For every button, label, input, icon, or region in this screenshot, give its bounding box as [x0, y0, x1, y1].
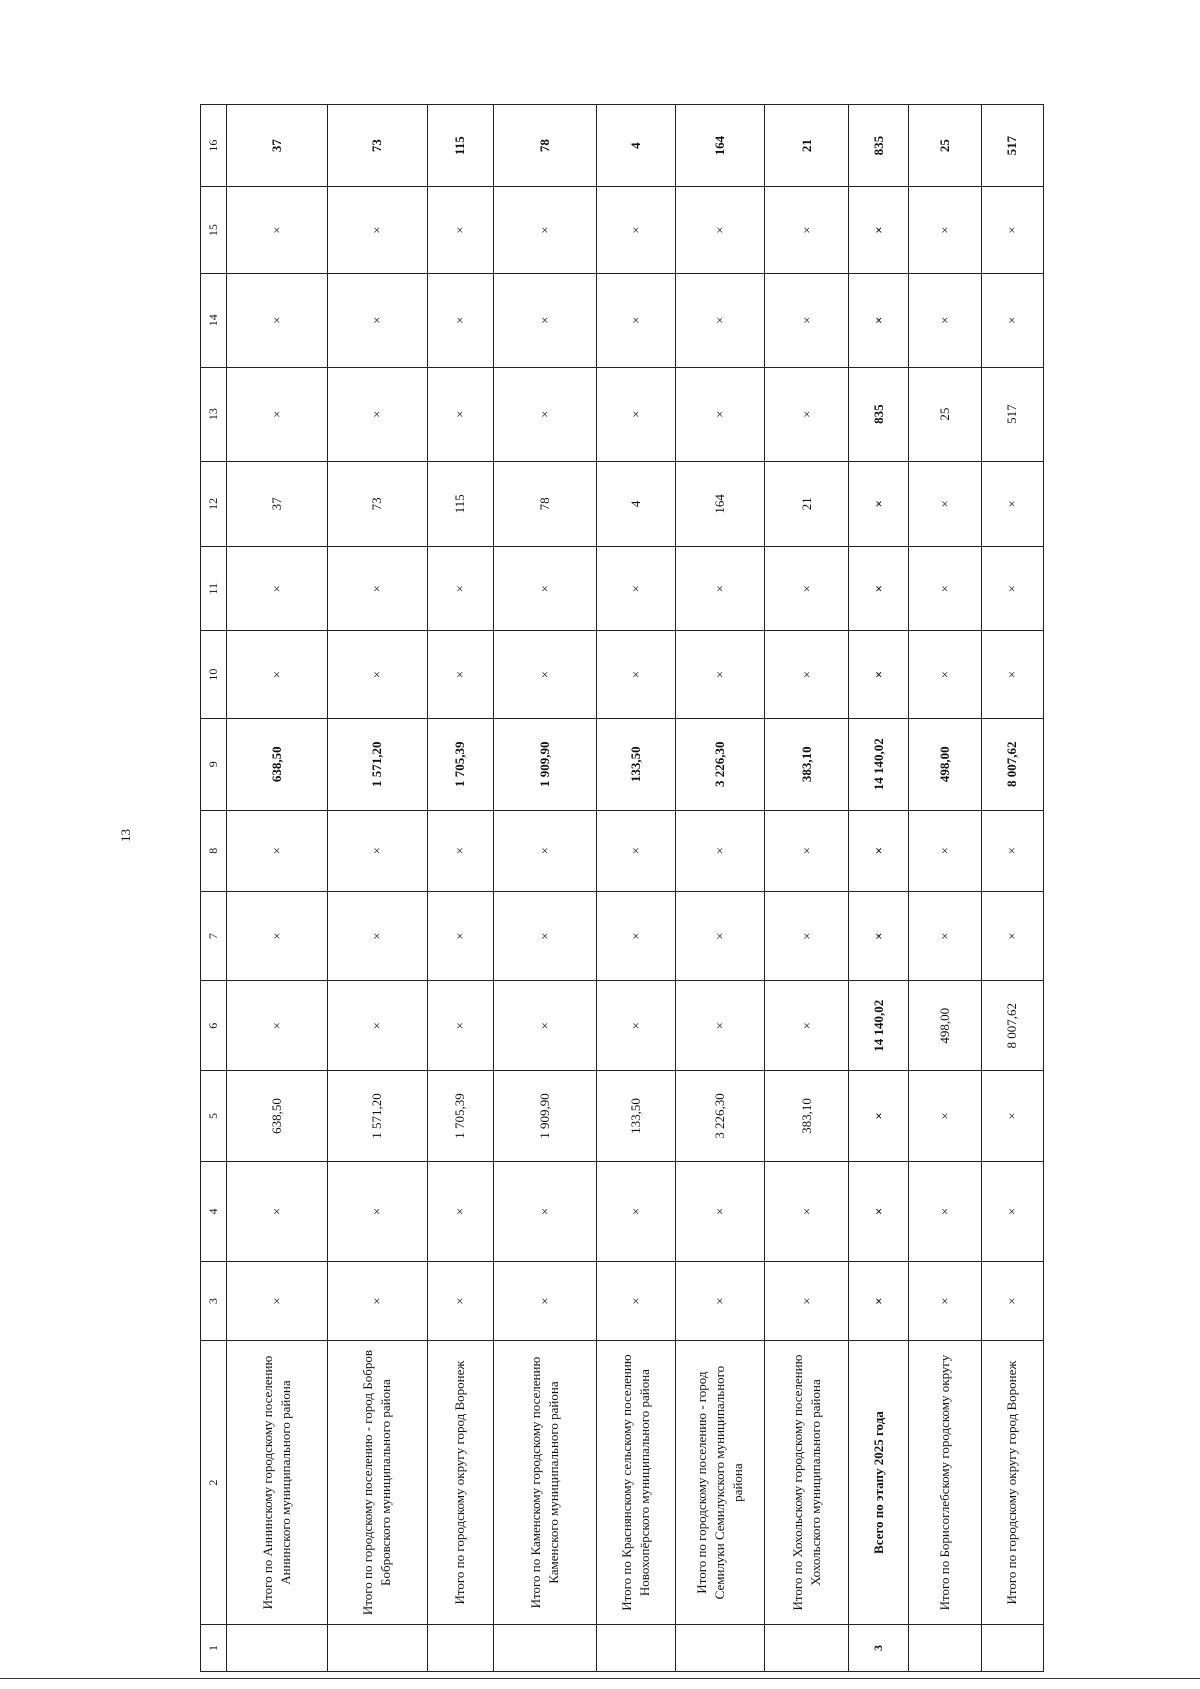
value-cell: × — [328, 367, 427, 461]
value-cell: × — [226, 1161, 327, 1261]
value-cell: × — [675, 1161, 764, 1261]
value-cell: 4 — [597, 461, 676, 546]
value-cell: × — [764, 981, 849, 1071]
row-number-cell — [909, 1625, 981, 1672]
value-cell: × — [427, 1161, 493, 1261]
value-cell: × — [675, 891, 764, 981]
row-number-cell — [226, 1625, 327, 1672]
value-cell: 1 909,90 — [493, 1071, 596, 1162]
value-cell: × — [849, 461, 909, 546]
value-cell: × — [226, 273, 327, 367]
column-number: 1 — [201, 1625, 227, 1672]
value-cell: × — [675, 631, 764, 719]
column-number: 6 — [201, 981, 227, 1071]
column-number: 8 — [201, 810, 227, 891]
value-cell: × — [675, 187, 764, 273]
value-cell: 25 — [909, 105, 981, 187]
row-label-cell: Итого по Борисоглебскому городскому округу — [909, 1341, 981, 1625]
column-number: 16 — [201, 105, 227, 187]
value-cell: × — [597, 810, 676, 891]
value-cell: × — [597, 273, 676, 367]
row-number-cell — [981, 1625, 1043, 1672]
table-row — [427, 105, 493, 1672]
column-number: 2 — [201, 1341, 227, 1625]
value-cell: 517 — [981, 367, 1043, 461]
value-cell: 164 — [675, 461, 764, 546]
value-cell: × — [849, 273, 909, 367]
value-cell: 1 571,20 — [328, 1071, 427, 1162]
value-cell: × — [597, 367, 676, 461]
value-cell: × — [493, 981, 596, 1071]
table-row — [981, 105, 1043, 1672]
value-cell: × — [909, 1262, 981, 1341]
value-cell: × — [328, 631, 427, 719]
value-cell: × — [427, 273, 493, 367]
value-cell: 517 — [981, 105, 1043, 187]
value-cell: × — [226, 891, 327, 981]
value-cell: 1 909,90 — [493, 718, 596, 810]
row-number-cell — [597, 1625, 676, 1672]
value-cell: × — [493, 367, 596, 461]
row-label-cell: Итого по городскому поселению - город Бобров Бобровского муниципального района — [328, 1341, 427, 1625]
value-cell: × — [328, 1262, 427, 1341]
column-number: 5 — [201, 1071, 227, 1162]
row-label-cell: Итого по городскому поселению - город Семилуки Семилукского муниципального района — [675, 1341, 764, 1625]
value-cell: × — [981, 1262, 1043, 1341]
value-cell: 8 007,62 — [981, 718, 1043, 810]
table-row — [493, 105, 596, 1672]
value-cell: 638,50 — [226, 1071, 327, 1162]
value-cell: 383,10 — [764, 718, 849, 810]
value-cell: × — [909, 1071, 981, 1162]
column-number: 3 — [201, 1262, 227, 1341]
value-cell: × — [849, 631, 909, 719]
value-cell: 73 — [328, 105, 427, 187]
value-cell: × — [909, 461, 981, 546]
value-cell: × — [226, 367, 327, 461]
value-cell: × — [427, 810, 493, 891]
value-cell: 3 226,30 — [675, 718, 764, 810]
value-cell: 21 — [764, 461, 849, 546]
value-cell: 835 — [849, 105, 909, 187]
value-cell: × — [597, 1262, 676, 1341]
value-cell: × — [909, 891, 981, 981]
value-cell: × — [493, 187, 596, 273]
value-cell: × — [764, 810, 849, 891]
value-cell: × — [764, 367, 849, 461]
value-cell: 835 — [849, 367, 909, 461]
value-cell: × — [493, 273, 596, 367]
value-cell: 115 — [427, 461, 493, 546]
value-cell: × — [764, 631, 849, 719]
value-cell: 498,00 — [909, 718, 981, 810]
value-cell: 133,50 — [597, 1071, 676, 1162]
value-cell: × — [597, 891, 676, 981]
value-cell: × — [493, 631, 596, 719]
value-cell: × — [328, 187, 427, 273]
value-cell: × — [226, 1262, 327, 1341]
value-cell: 4 — [597, 105, 676, 187]
column-number: 11 — [201, 547, 227, 631]
value-cell: × — [675, 547, 764, 631]
value-cell: × — [493, 547, 596, 631]
row-number-cell — [427, 1625, 493, 1672]
value-cell: × — [597, 631, 676, 719]
column-number: 7 — [201, 891, 227, 981]
column-number: 14 — [201, 273, 227, 367]
value-cell: 8 007,62 — [981, 981, 1043, 1071]
value-cell: × — [226, 810, 327, 891]
value-cell: × — [427, 981, 493, 1071]
table-body — [201, 105, 1044, 1672]
row-label-cell: Всего по этапу 2025 года — [849, 1341, 909, 1625]
value-cell: × — [675, 273, 764, 367]
value-cell: × — [427, 891, 493, 981]
value-cell: × — [981, 1161, 1043, 1261]
value-cell: 25 — [909, 367, 981, 461]
row-label-cell: Итого по Краснянскому сельскому поселению Новохопёрского муниципального района — [597, 1341, 676, 1625]
value-cell: × — [328, 547, 427, 631]
value-cell: 383,10 — [764, 1071, 849, 1162]
value-cell: × — [981, 1071, 1043, 1162]
value-cell: × — [981, 547, 1043, 631]
value-cell: 498,00 — [909, 981, 981, 1071]
value-cell: × — [849, 891, 909, 981]
value-cell: 21 — [764, 105, 849, 187]
value-cell: × — [849, 547, 909, 631]
row-label-cell: Итого по городскому округу город Воронеж — [981, 1341, 1043, 1625]
value-cell: 115 — [427, 105, 493, 187]
value-cell: × — [764, 187, 849, 273]
table-row — [909, 105, 981, 1672]
value-cell: × — [981, 631, 1043, 719]
value-cell: × — [909, 273, 981, 367]
table-row — [849, 105, 909, 1672]
table-row — [328, 105, 427, 1672]
value-cell: 133,50 — [597, 718, 676, 810]
value-cell: 78 — [493, 105, 596, 187]
value-cell: × — [981, 187, 1043, 273]
value-cell: × — [909, 631, 981, 719]
value-cell: 3 226,30 — [675, 1071, 764, 1162]
row-number-cell — [675, 1625, 764, 1672]
value-cell: × — [328, 1161, 427, 1261]
column-number: 15 — [201, 187, 227, 273]
value-cell: × — [493, 810, 596, 891]
column-number: 10 — [201, 631, 227, 719]
value-cell: × — [675, 367, 764, 461]
column-number: 4 — [201, 1161, 227, 1261]
value-cell: × — [981, 461, 1043, 546]
page-number: 13 — [118, 829, 133, 842]
value-cell: × — [849, 1071, 909, 1162]
value-cell: × — [427, 187, 493, 273]
value-cell: 78 — [493, 461, 596, 546]
value-cell: × — [675, 981, 764, 1071]
budget-table — [200, 104, 1044, 1672]
value-cell: × — [909, 810, 981, 891]
rotated-table-container — [200, 104, 1044, 1672]
value-cell: 14 140,02 — [849, 718, 909, 810]
value-cell: × — [849, 1262, 909, 1341]
row-number-cell: 3 — [849, 1625, 909, 1672]
page-bottom-rule — [0, 1678, 1200, 1679]
value-cell: × — [328, 810, 427, 891]
value-cell: × — [909, 547, 981, 631]
value-cell: × — [849, 810, 909, 891]
column-number: 12 — [201, 461, 227, 546]
value-cell: × — [328, 891, 427, 981]
value-cell: × — [764, 1262, 849, 1341]
value-cell: × — [675, 810, 764, 891]
column-number: 9 — [201, 718, 227, 810]
value-cell: × — [328, 273, 427, 367]
row-label-cell: Итого по Каменскому городскому поселению Каменского муниципального района — [493, 1341, 596, 1625]
row-label-cell: Итого по Аннинскому городскому поселению Аннинского муниципального района — [226, 1341, 327, 1625]
value-cell: × — [764, 891, 849, 981]
value-cell: × — [597, 547, 676, 631]
table-row — [675, 105, 764, 1672]
value-cell: 1 705,39 — [427, 1071, 493, 1162]
value-cell: 37 — [226, 461, 327, 546]
value-cell: × — [493, 1161, 596, 1261]
value-cell: 638,50 — [226, 718, 327, 810]
table-row — [597, 105, 676, 1672]
value-cell: × — [597, 981, 676, 1071]
value-cell: 14 140,02 — [849, 981, 909, 1071]
table-row — [226, 105, 327, 1672]
value-cell: 73 — [328, 461, 427, 546]
table-row — [764, 105, 849, 1672]
value-cell: × — [909, 187, 981, 273]
value-cell: 164 — [675, 105, 764, 187]
value-cell: × — [981, 810, 1043, 891]
row-label-cell: Итого по Хохольскому городскому поселению Хохольского муниципального района — [764, 1341, 849, 1625]
value-cell: × — [981, 891, 1043, 981]
value-cell: × — [764, 547, 849, 631]
value-cell: × — [226, 981, 327, 1071]
row-number-cell — [764, 1625, 849, 1672]
value-cell: × — [764, 273, 849, 367]
value-cell: × — [493, 1262, 596, 1341]
value-cell: 1 571,20 — [328, 718, 427, 810]
column-number-row — [201, 105, 227, 1672]
value-cell: 37 — [226, 105, 327, 187]
value-cell: × — [427, 631, 493, 719]
value-cell: × — [764, 1161, 849, 1261]
value-cell: × — [981, 273, 1043, 367]
value-cell: × — [328, 981, 427, 1071]
value-cell: × — [493, 891, 596, 981]
value-cell: × — [427, 1262, 493, 1341]
row-number-cell — [328, 1625, 427, 1672]
row-number-cell — [493, 1625, 596, 1672]
value-cell: 1 705,39 — [427, 718, 493, 810]
column-number: 13 — [201, 367, 227, 461]
value-cell: × — [849, 1161, 909, 1261]
value-cell: × — [427, 367, 493, 461]
value-cell: × — [427, 547, 493, 631]
value-cell: × — [597, 187, 676, 273]
value-cell: × — [849, 187, 909, 273]
value-cell: × — [909, 1161, 981, 1261]
value-cell: × — [226, 631, 327, 719]
value-cell: × — [226, 187, 327, 273]
value-cell: × — [226, 547, 327, 631]
value-cell: × — [675, 1262, 764, 1341]
value-cell: × — [597, 1161, 676, 1261]
row-label-cell: Итого по городскому округу город Воронеж — [427, 1341, 493, 1625]
